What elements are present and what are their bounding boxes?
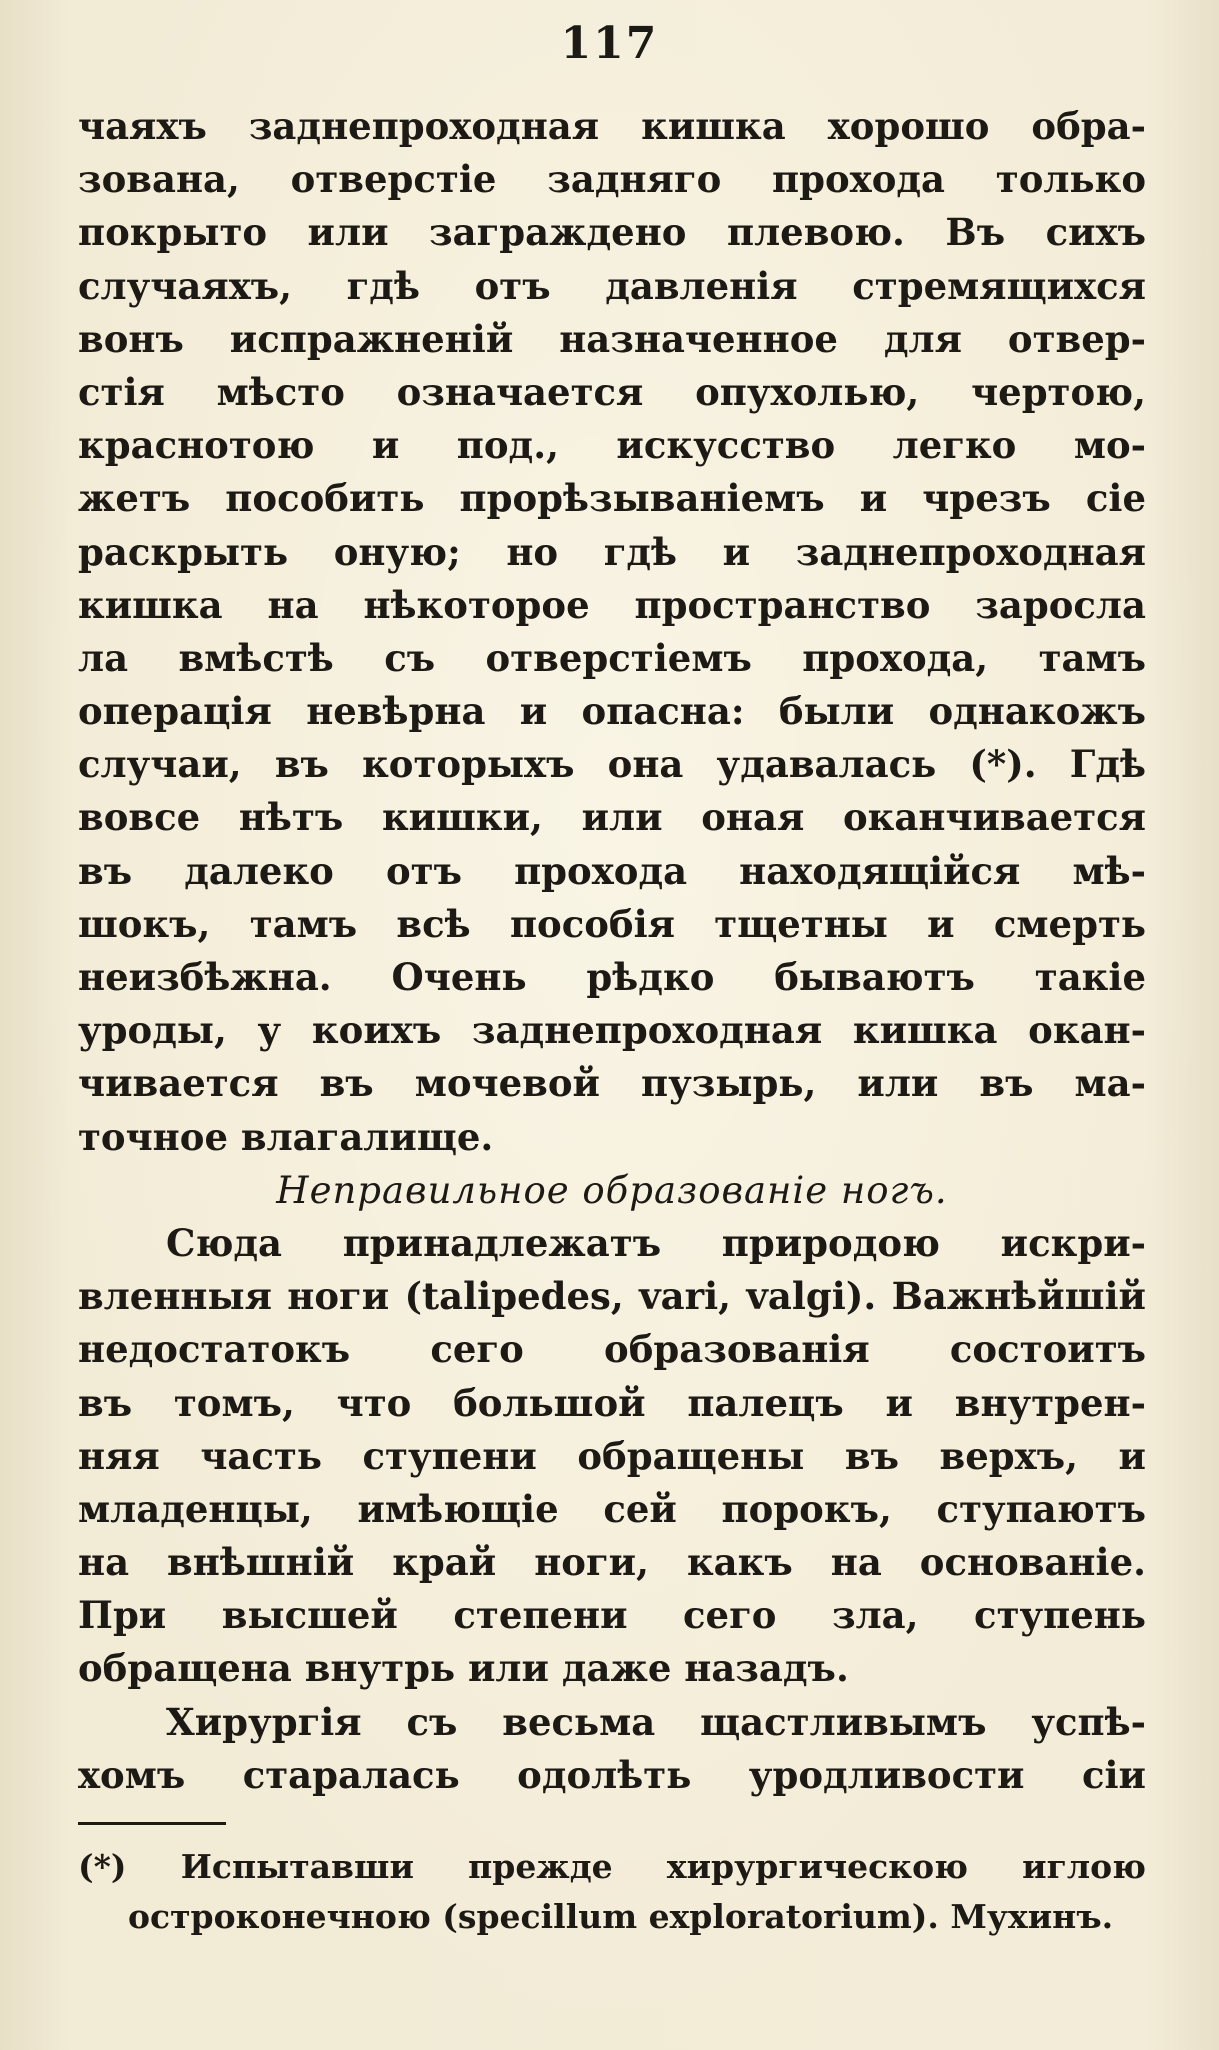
footnote-divider (78, 1822, 226, 1825)
text-line: вовсе нѣтъ кишки, или оная оканчивается (78, 795, 1146, 840)
text-line: обращена внутрь или даже назадъ. (78, 1646, 849, 1691)
text-line: стія мѣсто означается опухолью, чертою, (78, 369, 1146, 414)
text-line: въ далеко отъ прохода находящійся мѣ- (78, 848, 1146, 893)
text-line: раскрыть оную; но гдѣ и заднепроходная (78, 529, 1146, 574)
text-line: случаи, въ которыхъ она удавалась (*). Гдѣ (78, 742, 1146, 787)
text-line: чаяхъ заднепроходная кишка хорошо обра- (78, 104, 1146, 148)
footnote (78, 1842, 1146, 1942)
body-text (78, 100, 1146, 1802)
text-line: случаяхъ, гдѣ отъ давленія стремящихся (78, 263, 1146, 308)
text-line: недостатокъ сего образованія состоитъ (78, 1327, 1146, 1372)
text-line: Сюда принадлежатъ природою искри- (166, 1220, 1146, 1265)
text-line: зована, отверстіе задняго прохода только (78, 157, 1146, 202)
text-line: няя часть ступени обращены въ верхъ, и (78, 1433, 1146, 1478)
text-line: младенцы, имѣющіе сей порокъ, ступаютъ (78, 1486, 1146, 1531)
text-line: операція невѣрна и опасна: были однакожъ (78, 689, 1146, 734)
section-heading: Неправильное образованіе ногъ. (276, 1168, 948, 1212)
footnote-line: (*) Испытавши прежде хирургическою иглою (78, 1847, 1146, 1886)
text-line: въ томъ, что большой палецъ и внутрен- (78, 1380, 1146, 1425)
text-line: неизбѣжна. Очень рѣдко бываютъ такіе (78, 955, 1146, 999)
text-line: При высшей степени сего зла, ступень (78, 1593, 1146, 1638)
text-line: точное влагалище. (78, 1114, 494, 1159)
text-line: краснотою и под., искусство легко мо- (78, 423, 1146, 468)
text-line: вонъ испражненій назначенное для отвер- (78, 316, 1146, 361)
text-line: уроды, у коихъ заднепроходная кишка окан- (78, 1008, 1146, 1053)
text-line: ла вмѣстѣ съ отверстіемъ прохода, тамъ (78, 635, 1146, 680)
text-line: шокъ, тамъ всѣ пособія тщетны и смерть (78, 901, 1146, 946)
text-line: на внѣшній край ноги, какъ на основаніе. (78, 1540, 1146, 1585)
text-line: чивается въ мочевой пузырь, или въ ма- (78, 1061, 1146, 1106)
text-line: Хирургія съ весьма щастливымъ успѣ- (166, 1699, 1146, 1744)
text-line: хомъ старалась одолѣть уродливости сіи (78, 1752, 1146, 1797)
footnote-line: остроконечною (specillum exploratorium). Мухинъ. (128, 1897, 1114, 1936)
text-line: кишка на нѣкоторое пространство заросла (78, 582, 1146, 627)
text-line: вленныя ноги (talipedes, vari, valgi). Важнѣйшій (78, 1274, 1146, 1319)
text-line: покрыто или заграждено плевою. Въ сихъ (78, 210, 1146, 255)
page-number: 117 (560, 18, 659, 69)
text-line: жетъ пособить прорѣзываніемъ и чрезъ сіе (78, 476, 1146, 521)
